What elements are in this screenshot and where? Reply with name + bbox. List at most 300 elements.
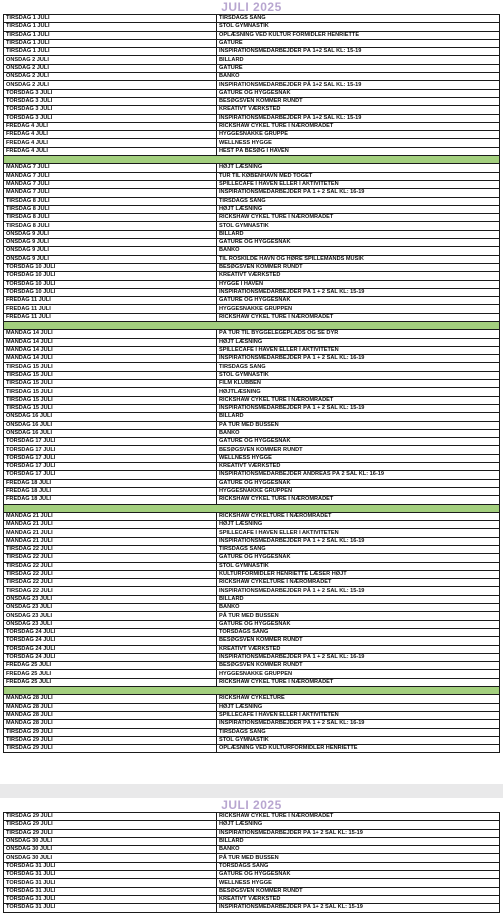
- day-cell: ONSDAG 9 JULI: [4, 230, 217, 238]
- table-row: [4, 736, 500, 744]
- day-cell: TORSDAG 24 JULI: [4, 645, 217, 653]
- table-row: [4, 247, 500, 255]
- table-row: [4, 15, 500, 23]
- table-row: [4, 546, 500, 554]
- activity-cell: GÅTURE: [217, 39, 500, 47]
- table-row: [4, 620, 500, 628]
- activity-cell: BESØGSVEN KOMMER RUNDT: [217, 263, 500, 271]
- table-row: [4, 371, 500, 379]
- table-row: [4, 230, 500, 238]
- table-row: [4, 745, 500, 753]
- table-row: [4, 604, 500, 612]
- day-cell: TORSDAG 24 JULI: [4, 637, 217, 645]
- activity-cell: STOL GYMNASTIK: [217, 371, 500, 379]
- table-row: [4, 338, 500, 346]
- day-cell: FREDAG 11 JULI: [4, 297, 217, 305]
- day-cell: TIRSDAG 1 JULI: [4, 23, 217, 31]
- day-cell: TORSDAG 31 JULI: [4, 871, 217, 879]
- activity-cell: KREATIVT VÆRKSTED: [217, 272, 500, 280]
- table-row: [4, 429, 500, 437]
- activity-cell: STOL GYMNASTIK: [217, 562, 500, 570]
- activity-cell: BANKO: [217, 73, 500, 81]
- activity-cell: HØJT LÆSNING: [217, 821, 500, 829]
- table-row: [4, 570, 500, 578]
- activity-cell: TIRSDAGS SANG: [217, 363, 500, 371]
- activity-cell: WELLNESS HYGGE: [217, 139, 500, 147]
- activity-cell: TIL ROSKILDE HAVN OG HØRE SPILLEMANDS MUSIK: [217, 255, 500, 263]
- activity-cell: HYGGESNAKKE GRUPPEN: [217, 305, 500, 313]
- table-row: [4, 396, 500, 404]
- table-row: [4, 197, 500, 205]
- page-break: [0, 784, 503, 798]
- table-row: [4, 695, 500, 703]
- day-cell: FREDAG 4 JULI: [4, 131, 217, 139]
- activity-cell: PÅ TUR TIL BYGGELEGEPLADS OG SE DYR: [217, 330, 500, 338]
- table-row: [4, 39, 500, 47]
- activity-cell: INSPIRATIONSMEDARBEJDER ANDREAS PÅ 2 SAL KL: 16-19: [217, 471, 500, 479]
- activity-cell: SPILLECAFE I HAVEN ELLER I AKTIVITETEN: [217, 711, 500, 719]
- table-row: [4, 23, 500, 31]
- day-cell: TORSDAG 31 JULI: [4, 895, 217, 903]
- table-row: [4, 496, 500, 504]
- day-cell: TIRSDAG 29 JULI: [4, 829, 217, 837]
- day-cell: TORSDAG 17 JULI: [4, 454, 217, 462]
- activity-cell: GÅTURE OG HYGGESNAK: [217, 620, 500, 628]
- day-cell: TIRSDAG 15 JULI: [4, 404, 217, 412]
- day-cell: TORSDAG 17 JULI: [4, 471, 217, 479]
- week-separator-cell: [4, 156, 500, 164]
- table-row: [4, 89, 500, 97]
- schedule-table: [3, 812, 500, 913]
- day-cell: TIRSDAG 8 JULI: [4, 214, 217, 222]
- day-cell: TORSDAG 17 JULI: [4, 446, 217, 454]
- day-cell: ONSDAG 23 JULI: [4, 612, 217, 620]
- table-row: [4, 413, 500, 421]
- week-separator-cell: [4, 321, 500, 329]
- schedule-table-body: [4, 813, 500, 913]
- activity-cell: RICKSHAW CYKEL TURE I NÆROMRÅDET: [217, 122, 500, 130]
- activity-cell: TIRSDAGS SANG: [217, 546, 500, 554]
- day-cell: TORSDAG 10 JULI: [4, 272, 217, 280]
- day-cell: ONSDAG 2 JULI: [4, 73, 217, 81]
- activity-cell: RICKSHAW CYKELTURE I NÆROMRÅDET: [217, 512, 500, 520]
- activity-cell: RICKSHAW CYKELTURE I NÆROMRÅDET: [217, 579, 500, 587]
- day-cell: MANDAG 28 JULI: [4, 720, 217, 728]
- activity-cell: BESØGSVEN KOMMER RUNDT: [217, 446, 500, 454]
- activity-cell: KREATIVT VÆRKSTED: [217, 106, 500, 114]
- day-cell: TIRSDAG 15 JULI: [4, 363, 217, 371]
- table-row: [4, 421, 500, 429]
- activity-cell: GÅTURE OG HYGGESNAK: [217, 438, 500, 446]
- day-cell: TORSDAG 3 JULI: [4, 89, 217, 97]
- activity-cell: INSPIRATIONSMEDARBEJDER PÅ 1 + 2 SAL KL: 16-19: [217, 355, 500, 363]
- day-cell: MANDAG 28 JULI: [4, 695, 217, 703]
- table-row: [4, 471, 500, 479]
- activity-cell: STOL GYMNASTIK: [217, 23, 500, 31]
- day-cell: TIRSDAG 8 JULI: [4, 222, 217, 230]
- table-row: [4, 579, 500, 587]
- table-row: [4, 56, 500, 64]
- activity-cell: HØJT LÆSNING: [217, 338, 500, 346]
- table-row: [4, 829, 500, 837]
- table-row: [4, 871, 500, 879]
- day-cell: FREDAG 25 JULI: [4, 678, 217, 686]
- activity-cell: PÅ TUR MED BUSSEN: [217, 854, 500, 862]
- day-cell: MANDAG 21 JULI: [4, 537, 217, 545]
- day-cell: ONSDAG 30 JULI: [4, 846, 217, 854]
- day-cell: TIRSDAG 8 JULI: [4, 205, 217, 213]
- day-cell: FREDAG 4 JULI: [4, 139, 217, 147]
- table-row: [4, 720, 500, 728]
- table-row: [4, 438, 500, 446]
- table-row: [4, 222, 500, 230]
- table-row: [4, 73, 500, 81]
- table-row: [4, 97, 500, 105]
- day-cell: TIRSDAG 22 JULI: [4, 570, 217, 578]
- day-cell: ONSDAG 30 JULI: [4, 854, 217, 862]
- week-separator: [4, 321, 500, 329]
- table-row: [4, 172, 500, 180]
- table-row: [4, 537, 500, 545]
- day-cell: FREDAG 11 JULI: [4, 305, 217, 313]
- activity-cell: TIRSDAGS SANG: [217, 15, 500, 23]
- activity-cell: BESØGSVEN KOMMER RUNDT: [217, 97, 500, 105]
- table-row: [4, 678, 500, 686]
- table-row: [4, 313, 500, 321]
- day-cell: TORSDAG 10 JULI: [4, 288, 217, 296]
- day-cell: ONSDAG 30 JULI: [4, 837, 217, 845]
- activity-cell: BILLARD: [217, 56, 500, 64]
- table-row: [4, 363, 500, 371]
- table-row: [4, 214, 500, 222]
- table-row: [4, 512, 500, 520]
- day-cell: FREDAG 11 JULI: [4, 313, 217, 321]
- day-cell: MANDAG 21 JULI: [4, 521, 217, 529]
- table-row: [4, 587, 500, 595]
- table-row: [4, 114, 500, 122]
- day-cell: ONSDAG 23 JULI: [4, 595, 217, 603]
- activity-cell: BANKO: [217, 247, 500, 255]
- day-cell: TIRSDAG 22 JULI: [4, 587, 217, 595]
- activity-cell: HYGGE I HAVEN: [217, 280, 500, 288]
- day-cell: TIRSDAG 1 JULI: [4, 31, 217, 39]
- day-cell: MANDAG 21 JULI: [4, 512, 217, 520]
- activity-cell: INSPIRATIONSMEDARBEJDER PÅ 1 + 2 SAL KL: 16-19: [217, 720, 500, 728]
- activity-cell: KREATIVT VÆRKSTED: [217, 895, 500, 903]
- activity-cell: RICKSHAW CYKELTURE: [217, 695, 500, 703]
- table-row: [4, 463, 500, 471]
- activity-cell: KREATIVT VÆRKSTED: [217, 645, 500, 653]
- day-cell: TIRSDAG 29 JULI: [4, 813, 217, 821]
- table-row: [4, 479, 500, 487]
- day-cell: ONSDAG 16 JULI: [4, 413, 217, 421]
- day-cell: ONSDAG 9 JULI: [4, 247, 217, 255]
- day-cell: ONSDAG 2 JULI: [4, 64, 217, 72]
- activity-cell: HEST PÅ BESØG I HAVEN: [217, 147, 500, 155]
- page-2: [0, 798, 503, 919]
- day-cell: TORSDAG 31 JULI: [4, 904, 217, 912]
- table-row: [4, 854, 500, 862]
- table-row: [4, 904, 500, 912]
- day-cell: TORSDAG 24 JULI: [4, 653, 217, 661]
- activity-cell: INSPIRATIONSMEDARBEJDER PÅ 1 + 2 SAL KL: 16-19: [217, 653, 500, 661]
- activity-cell: HØJTLÆSNING: [217, 388, 500, 396]
- table-row: [4, 164, 500, 172]
- activity-cell: GÅTURE OG HYGGESNAK: [217, 239, 500, 247]
- activity-cell: HØJT LÆSNING: [217, 164, 500, 172]
- table-row: [4, 846, 500, 854]
- day-cell: TIRSDAG 8 JULI: [4, 197, 217, 205]
- day-cell: TORSDAG 10 JULI: [4, 263, 217, 271]
- activity-cell: WELLNESS HYGGE: [217, 454, 500, 462]
- activity-cell: HYGGESNAKKE GRUPPE: [217, 131, 500, 139]
- table-row: [4, 355, 500, 363]
- activity-cell: WELLNESS HYGGE: [217, 879, 500, 887]
- table-row: [4, 330, 500, 338]
- day-cell: ONSDAG 9 JULI: [4, 255, 217, 263]
- table-row: [4, 31, 500, 39]
- activity-cell: RICKSHAW CYKEL TURE I NÆROMRÅDET: [217, 313, 500, 321]
- activity-cell: TUR TIL KØBENHAVN MED TOGET: [217, 172, 500, 180]
- activity-cell: GÅTURE OG HYGGESNAK: [217, 479, 500, 487]
- day-cell: FREDAG 4 JULI: [4, 147, 217, 155]
- activity-cell: OPLÆSNING VED KULTUR FORMIDLER HENRIETTE: [217, 31, 500, 39]
- day-cell: TORSDAG 24 JULI: [4, 628, 217, 636]
- day-cell: TORSDAG 3 JULI: [4, 97, 217, 105]
- table-row: [4, 813, 500, 821]
- day-cell: MANDAG 28 JULI: [4, 703, 217, 711]
- activity-cell: GÅTURE: [217, 64, 500, 72]
- day-cell: MANDAG 21 JULI: [4, 529, 217, 537]
- activity-cell: TIRSDAGS SANG: [217, 197, 500, 205]
- table-row: [4, 280, 500, 288]
- table-row: [4, 106, 500, 114]
- table-row: [4, 454, 500, 462]
- day-cell: TIRSDAG 15 JULI: [4, 388, 217, 396]
- activity-cell: TIRSDAGS SANG: [217, 728, 500, 736]
- activity-cell: BESØGSVEN KOMMER RUNDT: [217, 662, 500, 670]
- activity-cell: INSPIRATIONSMEDARBEJDER PÅ 1 + 2 SAL KL: 15-19: [217, 404, 500, 412]
- table-row: [4, 122, 500, 130]
- day-cell: TORSDAG 31 JULI: [4, 887, 217, 895]
- day-cell: TIRSDAG 1 JULI: [4, 15, 217, 23]
- day-cell: MANDAG 28 JULI: [4, 711, 217, 719]
- table-row: [4, 628, 500, 636]
- table-row: [4, 380, 500, 388]
- activity-cell: RICKSHAW CYKEL TURE I NÆROMRÅDET: [217, 813, 500, 821]
- table-row: [4, 205, 500, 213]
- day-cell: TORSDAG 31 JULI: [4, 879, 217, 887]
- day-cell: TORSDAG 3 JULI: [4, 106, 217, 114]
- table-row: [4, 81, 500, 89]
- table-row: [4, 189, 500, 197]
- day-cell: MANDAG 14 JULI: [4, 346, 217, 354]
- day-cell: TORSDAG 17 JULI: [4, 438, 217, 446]
- table-row: [4, 388, 500, 396]
- activity-cell: BESØGSVEN KOMMER RUNDT: [217, 887, 500, 895]
- table-row: [4, 837, 500, 845]
- day-cell: TIRSDAG 15 JULI: [4, 396, 217, 404]
- activity-cell: HØJT LÆSNING: [217, 703, 500, 711]
- table-row: [4, 895, 500, 903]
- day-cell: ONSDAG 2 JULI: [4, 81, 217, 89]
- activity-cell: INSPIRATIONSMEDARBEJDER PÅ 1 + 2 SAL KL: 15-19: [217, 288, 500, 296]
- schedule-table-body: [4, 15, 500, 753]
- activity-cell: HØJT LÆSNING: [217, 521, 500, 529]
- day-cell: TIRSDAG 29 JULI: [4, 821, 217, 829]
- day-cell: TIRSDAG 1 JULI: [4, 39, 217, 47]
- activity-cell: BANKO: [217, 846, 500, 854]
- activity-cell: KULTURFORMIDLER HENRIETTE LÆSER HØJT: [217, 570, 500, 578]
- day-cell: TORSDAG 10 JULI: [4, 280, 217, 288]
- table-row: [4, 887, 500, 895]
- day-cell: TIRSDAG 29 JULI: [4, 728, 217, 736]
- activity-cell: INSPIRATIONSMEDARBEJDER PÅ 1 + 2 SAL KL: 15-19: [217, 587, 500, 595]
- day-cell: TIRSDAG 22 JULI: [4, 562, 217, 570]
- activity-cell: INSPIRATIONSMEDARBEJDER PÅ 1+2 SAL KL: 15-19: [217, 48, 500, 56]
- week-separator: [4, 156, 500, 164]
- table-row: [4, 487, 500, 495]
- day-cell: FREDAG 4 JULI: [4, 122, 217, 130]
- activity-cell: GÅTURE OG HYGGESNAK: [217, 871, 500, 879]
- table-row: [4, 297, 500, 305]
- activity-cell: BESØGSVEN KOMMER RUNDT: [217, 637, 500, 645]
- activity-cell: GÅTURE OG HYGGESNAK: [217, 89, 500, 97]
- table-row: [4, 131, 500, 139]
- table-row: [4, 612, 500, 620]
- day-cell: ONSDAG 2 JULI: [4, 56, 217, 64]
- table-row: [4, 180, 500, 188]
- week-separator-cell: [4, 687, 500, 695]
- day-cell: MANDAG 7 JULI: [4, 180, 217, 188]
- day-cell: FREDAG 18 JULI: [4, 496, 217, 504]
- activity-cell: STOL GYMNASTIK: [217, 736, 500, 744]
- table-row: [4, 446, 500, 454]
- table-row: [4, 703, 500, 711]
- table-row: [4, 521, 500, 529]
- day-cell: TIRSDAG 15 JULI: [4, 380, 217, 388]
- activity-cell: HYGGESNAKKE GRUPPEN: [217, 487, 500, 495]
- day-cell: TORSDAG 17 JULI: [4, 463, 217, 471]
- activity-cell: STOL GYMNASTIK: [217, 222, 500, 230]
- week-separator: [4, 504, 500, 512]
- day-cell: TIRSDAG 29 JULI: [4, 745, 217, 753]
- day-cell: MANDAG 7 JULI: [4, 164, 217, 172]
- activity-cell: BILLARD: [217, 413, 500, 421]
- activity-cell: TORSDAGS SANG: [217, 862, 500, 870]
- activity-cell: RICKSHAW CYKEL TURE I NÆROMRÅDET: [217, 214, 500, 222]
- day-cell: MANDAG 14 JULI: [4, 355, 217, 363]
- table-row: [4, 862, 500, 870]
- table-row: [4, 272, 500, 280]
- table-row: [4, 305, 500, 313]
- day-cell: ONSDAG 9 JULI: [4, 239, 217, 247]
- day-cell: FREDAG 25 JULI: [4, 670, 217, 678]
- table-row: [4, 728, 500, 736]
- table-row: [4, 48, 500, 56]
- day-cell: TORSDAG 3 JULI: [4, 114, 217, 122]
- day-cell: MANDAG 14 JULI: [4, 330, 217, 338]
- table-row: [4, 288, 500, 296]
- activity-cell: RICKSHAW CYKEL TURE I NÆROMRÅDET: [217, 396, 500, 404]
- activity-cell: INSPIRATIONSMEDARBEJDER PÅ 1+ 2 SAL KL: 15-19: [217, 904, 500, 912]
- table-row: [4, 529, 500, 537]
- activity-cell: INSPIRATIONSMEDARBEJDER PÅ 1+2 SAL KL: 15-19: [217, 114, 500, 122]
- day-cell: MANDAG 14 JULI: [4, 338, 217, 346]
- day-cell: TIRSDAG 22 JULI: [4, 554, 217, 562]
- table-row: [4, 147, 500, 155]
- table-row: [4, 64, 500, 72]
- day-cell: MANDAG 7 JULI: [4, 172, 217, 180]
- activity-cell: BANKO: [217, 429, 500, 437]
- week-separator: [4, 687, 500, 695]
- activity-cell: BILLARD: [217, 595, 500, 603]
- page-title: JULI 2025: [221, 798, 282, 812]
- table-row: [4, 404, 500, 412]
- activity-cell: HØJT LÆSNING: [217, 205, 500, 213]
- day-cell: TIRSDAG 22 JULI: [4, 579, 217, 587]
- day-cell: ONSDAG 16 JULI: [4, 421, 217, 429]
- activity-cell: PÅ TUR MED BUSSEN: [217, 612, 500, 620]
- table-row: [4, 711, 500, 719]
- activity-cell: INSPIRATIONSMEDARBEJDER PÅ 1 + 2 SAL KL: 16-19: [217, 189, 500, 197]
- activity-cell: BILLARD: [217, 230, 500, 238]
- table-row: [4, 670, 500, 678]
- activity-cell: TORSDAGS SANG: [217, 628, 500, 636]
- table-row: [4, 595, 500, 603]
- day-cell: TIRSDAG 22 JULI: [4, 546, 217, 554]
- day-cell: FREDAG 25 JULI: [4, 662, 217, 670]
- table-row: [4, 263, 500, 271]
- day-cell: FREDAG 18 JULI: [4, 487, 217, 495]
- activity-cell: INSPIRATIONSMEDARBEJDER PÅ 1 + 2 SAL KL: 16-19: [217, 537, 500, 545]
- activity-cell: GÅTURE OG HYGGESNAK: [217, 554, 500, 562]
- page-title: JULI 2025: [221, 0, 282, 14]
- day-cell: TIRSDAG 29 JULI: [4, 736, 217, 744]
- activity-cell: BILLARD: [217, 837, 500, 845]
- day-cell: ONSDAG 16 JULI: [4, 429, 217, 437]
- day-cell: TIRSDAG 15 JULI: [4, 371, 217, 379]
- activity-cell: SPILLECAFE I HAVEN ELLER I AKTIVITETEN: [217, 529, 500, 537]
- table-row: [4, 554, 500, 562]
- table-row: [4, 239, 500, 247]
- table-row: [4, 645, 500, 653]
- activity-cell: SPILLECAFE I HAVEN ELLER I AKTIVITETEN: [217, 180, 500, 188]
- table-row: [4, 879, 500, 887]
- week-separator-cell: [4, 504, 500, 512]
- activity-cell: RICKSHAW CYKEL TURE I NÆROMRÅDET: [217, 496, 500, 504]
- table-row: [4, 139, 500, 147]
- table-row: [4, 653, 500, 661]
- day-cell: MANDAG 7 JULI: [4, 189, 217, 197]
- table-row: [4, 562, 500, 570]
- day-cell: FREDAG 18 JULI: [4, 479, 217, 487]
- activity-cell: INSPIRATIONSMEDARBEJDER PÅ 1+ 2 SAL KL: 15-19: [217, 829, 500, 837]
- activity-cell: HYGGESNAKKE GRUPPEN: [217, 670, 500, 678]
- day-cell: ONSDAG 23 JULI: [4, 620, 217, 628]
- activity-cell: INSPIRATIONSMEDARBEJDER PÅ 1+2 SAL KL: 15-19: [217, 81, 500, 89]
- table-row: [4, 662, 500, 670]
- table-row: [4, 637, 500, 645]
- activity-cell: PÅ TUR MED BUSSEN: [217, 421, 500, 429]
- activity-cell: OPLÆSNING VED KULTURFORMIDLER HENRIETTE: [217, 745, 500, 753]
- schedule-table: [3, 14, 500, 753]
- activity-cell: FILM KLUBBEN: [217, 380, 500, 388]
- table-row: [4, 255, 500, 263]
- day-cell: TORSDAG 31 JULI: [4, 862, 217, 870]
- table-row: [4, 821, 500, 829]
- activity-cell: KREATIVT VÆRKSTED: [217, 463, 500, 471]
